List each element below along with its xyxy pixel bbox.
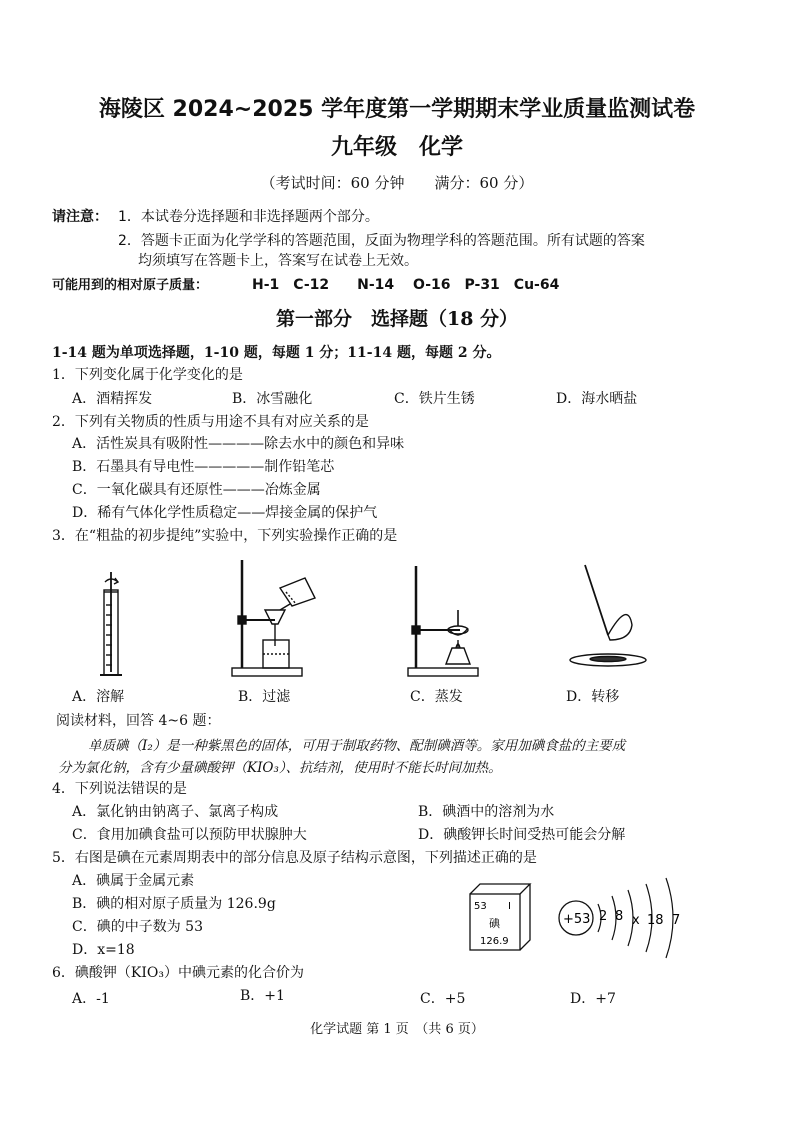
element-name: 碘 xyxy=(489,917,500,930)
q3-option-c: C．蒸发 xyxy=(410,689,463,705)
exam-subtitle: 九年级 化学 xyxy=(330,135,463,160)
reading-line-1: 单质碘（I₂）是一种紫黑色的固体，可用于制取药物、配制碘酒等。家用加碘食盐的主要成 xyxy=(88,738,626,754)
element-mass: 126.9 xyxy=(480,936,509,947)
graduated-cylinder-illustration xyxy=(100,572,122,675)
q3-apparatus-figure xyxy=(60,560,720,685)
shell-5: 7 xyxy=(672,913,681,928)
note-2-cont: 均须填写在答题卡上，答案写在试卷上无效。 xyxy=(138,253,418,269)
q6-option-c: C．+5 xyxy=(420,991,466,1007)
q1-stem: 1．下列变化属于化学变化的是 xyxy=(52,367,243,383)
q3-stem: 3．在“粗盐的初步提纯”实验中，下列实验操作正确的是 xyxy=(52,528,398,544)
q3-option-b: B．过滤 xyxy=(238,689,291,705)
iodine-element-card xyxy=(466,880,534,954)
q2-option-d: D．稀有气体化学性质稳定——焊接金属的保护气 xyxy=(72,505,378,521)
element-number: 53 xyxy=(474,901,487,912)
q6-option-d: D．+7 xyxy=(570,991,616,1007)
q1-option-c: C．铁片生锈 xyxy=(394,391,475,407)
q4-option-b: B．碘酒中的溶剂为水 xyxy=(418,804,555,820)
q5-option-b: B．碘的相对原子质量为 126.9g xyxy=(72,896,276,912)
q5-option-d: D．x=18 xyxy=(72,942,135,958)
note-1: 1．本试卷分选择题和非选择题两个部分。 xyxy=(118,209,379,225)
q6-option-b: B．+1 xyxy=(240,988,285,1004)
q5-option-c: C．碘的中子数为 53 xyxy=(72,919,203,935)
q2-option-a: A．活性炭具有吸附性————除去水中的颜色和异味 xyxy=(72,436,405,452)
q1-option-b: B．冰雪融化 xyxy=(232,391,313,407)
shell-1: 2 xyxy=(599,909,608,924)
q4-option-d: D．碘酸钾长时间受热可能会分解 xyxy=(418,827,626,843)
shell-2: 8 xyxy=(615,909,624,924)
q1-option-a: A．酒精挥发 xyxy=(72,391,153,407)
exam-info: （考试时间：60 分钟 满分：60 分） xyxy=(260,174,534,192)
q2-stem: 2．下列有关物质的性质与用途不具有对应关系的是 xyxy=(52,414,369,430)
q3-option-a: A．溶解 xyxy=(72,689,125,705)
exam-title: 海陵区 2024~2025 学年度第一学期期末学业质量监测试卷 xyxy=(98,97,696,122)
q5-stem: 5．右图是碘在元素周期表中的部分信息及原子结构示意图，下列描述正确的是 xyxy=(52,850,537,866)
atomic-mass-label: 可能用到的相对原子质量： xyxy=(52,278,209,293)
q3-option-d: D．转移 xyxy=(566,689,620,705)
element-symbol: I xyxy=(508,901,511,912)
reading-line-2: 分为氯化钠，含有少量碘酸钾（KIO₃）、抗结剂，使用时不能长时间加热。 xyxy=(58,760,502,776)
atomic-masses: H-1 C-12 N-14 O-16 P-31 Cu-64 xyxy=(252,277,560,293)
iodine-atom-structure xyxy=(554,874,694,960)
q4-stem: 4．下列说法错误的是 xyxy=(52,781,187,797)
reading-intro: 阅读材料，回答 4~6 题： xyxy=(56,713,221,729)
q4-option-c: C．食用加碘食盐可以预防甲状腺肿大 xyxy=(72,827,307,843)
q2-option-b: B．石墨具有导电性—————制作铅笔芯 xyxy=(72,459,335,475)
q5-option-a: A．碘属于金属元素 xyxy=(72,873,195,889)
shell-3: x xyxy=(632,913,640,928)
q1-option-d: D．海水晒盐 xyxy=(556,391,638,407)
nucleus-charge: +53 xyxy=(563,912,591,927)
note-2: 2．答题卡正面为化学学科的答题范围，反面为物理学科的答题范围。所有试题的答案 xyxy=(118,233,645,249)
transfer-illustration xyxy=(570,565,646,666)
q4-option-a: A．氯化钠由钠离子、氯离子构成 xyxy=(72,804,279,820)
q6-option-a: A．-1 xyxy=(72,991,110,1007)
notes-label: 请注意： xyxy=(52,209,108,225)
section-instructions: 1-14 题为单项选择题，1-10 题，每题 1 分；11-14 题，每题 2 分。 xyxy=(52,345,501,361)
section-title: 第一部分 选择题（18 分） xyxy=(275,308,519,330)
filtration-illustration xyxy=(232,560,315,676)
q2-option-c: C．一氧化碳具有还原性———冶炼金属 xyxy=(72,482,321,498)
page-footer: 化学试题 第 1 页 （共 6 页） xyxy=(310,1022,484,1037)
shell-4: 18 xyxy=(647,913,664,928)
evaporation-illustration xyxy=(408,566,478,676)
q6-stem: 6．碘酸钾（KIO₃）中碘元素的化合价为 xyxy=(52,965,304,981)
